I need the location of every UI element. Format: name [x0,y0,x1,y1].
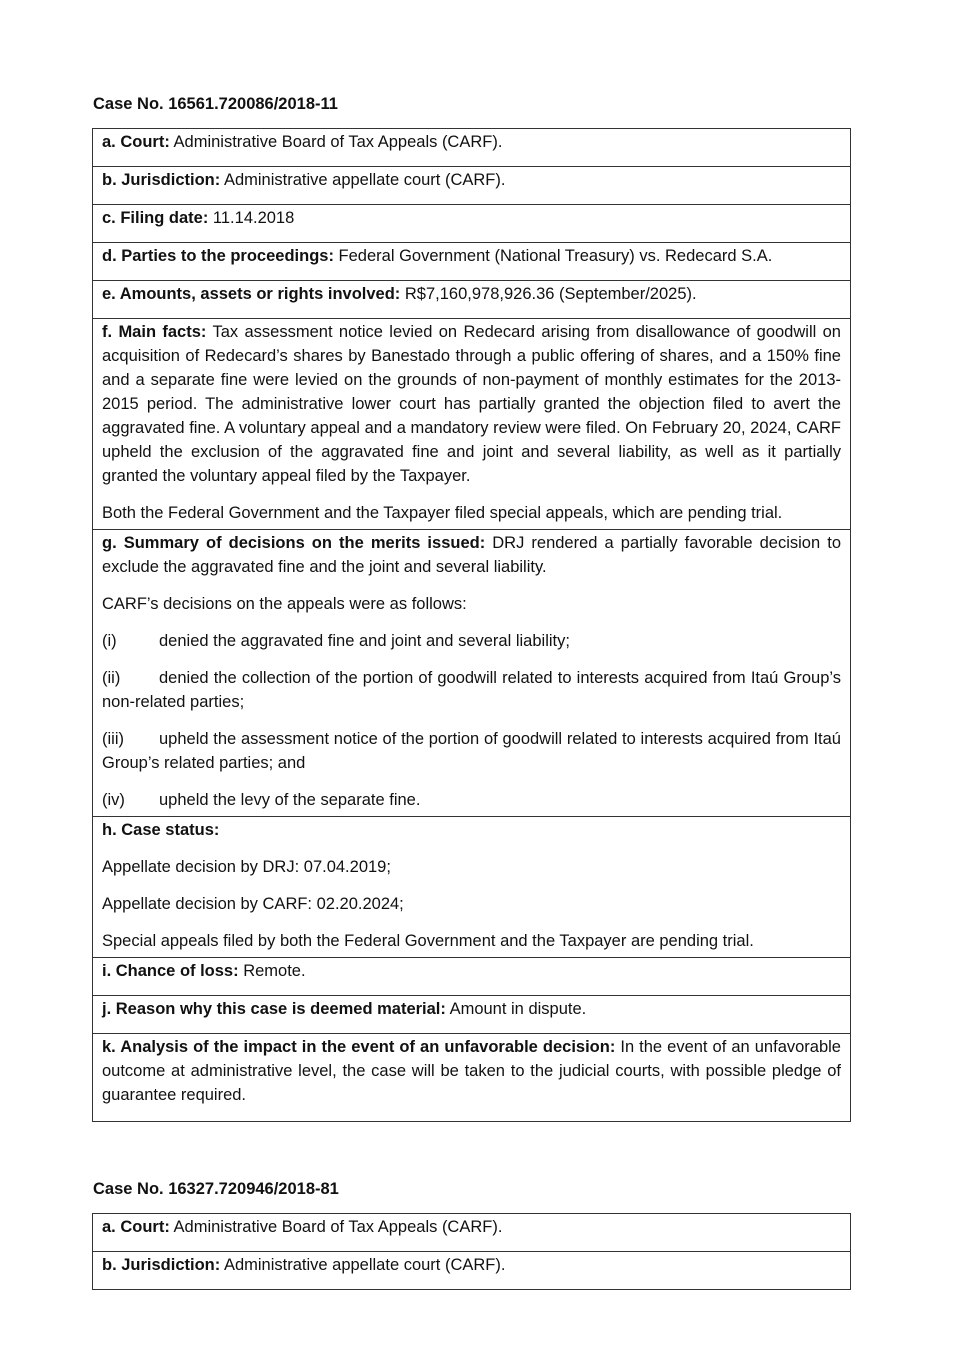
table-row [93,958,851,996]
table-row [93,205,851,243]
table-row [93,167,851,205]
impact-cell [93,1034,851,1122]
field-label: i. Chance of loss: [102,962,239,980]
amounts-cell [93,281,851,319]
summary-cell [93,530,851,817]
list-item [102,727,841,775]
field-value: Amount in dispute. [445,1000,587,1018]
field-label: b. Jurisdiction: [102,171,221,189]
field-label: e. Amounts, assets or rights involved: [102,285,401,303]
materiality-cell [93,996,851,1034]
table-row [93,1034,851,1122]
field-label: b. Jurisdiction: [102,1256,221,1274]
case-table [92,1213,851,1290]
list-item-number: (iv) [102,791,125,809]
field-value: Remote. [238,962,306,980]
chance-of-loss-cell [93,958,851,996]
list-item-text: upheld the assessment notice of the portion of goodwill related to interests acquired from Itaú Group’s related parties; and [102,730,841,772]
field-value: Administrative appellate court (CARF). [220,171,506,189]
table-row [93,817,851,958]
field-label: a. Court: [102,133,170,151]
list-item-number: (iii) [102,730,124,748]
table-row [93,1214,851,1252]
field-value: Tax assessment notice levied on Redecard arising from disallowance of goodwill on acquisition of Redecard’s shares by Banestado through a public offering of shares, and a 150% fine and a separate fine were levied on the grounds of non-payment of monthly estimates for the 2013-2015 period. The administrative lower court has partially granted the objection filed to avert the aggravated fine. A voluntary appeal and a mandatory review were filed. On February 20, 2024, CARF upheld the exclusion of the aggravated fine and joint and several liability, as well as it partially granted the voluntary appeal filed by the Taxpayer. [102,323,841,485]
court-cell [93,129,851,167]
field-label: f. Main facts: [102,323,207,341]
table-row [93,281,851,319]
field-value: Administrative Board of Tax Appeals (CARF). [169,133,503,151]
field-value: R$7,160,978,926.36 (September/2025). [400,285,697,303]
field-value: Administrative Board of Tax Appeals (CARF). [169,1218,503,1236]
field-label: h. Case status: [102,821,220,839]
main-facts-cell [93,319,851,530]
jurisdiction-cell [93,167,851,205]
table-row [93,530,851,817]
field-value: Federal Government (National Treasury) vs. Redecard S.A. [333,247,773,265]
field-value: Administrative appellate court (CARF). [220,1256,506,1274]
jurisdiction-cell [93,1252,851,1290]
field-label: j. Reason why this case is deemed material: [102,1000,446,1018]
parties-cell [93,243,851,281]
paragraph: Appellate decision by CARF: 02.20.2024; [102,895,404,913]
list-item [102,629,841,653]
list-item [102,788,841,812]
list-item-text: denied the aggravated fine and joint and several liability; [159,632,570,650]
case-title: Case No. 16561.720086/2018-11 [93,95,338,113]
table-row [93,996,851,1034]
table-row [93,319,851,530]
field-value: 11.14.2018 [208,209,295,227]
field-label: c. Filing date: [102,209,209,227]
field-label: g. Summary of decisions on the merits issued: [102,534,486,552]
case-title: Case No. 16327.720946/2018-81 [93,1180,339,1198]
list-item-number: (ii) [102,669,121,687]
table-row [93,1252,851,1290]
case-status-cell [93,817,851,958]
field-value: In the event of an unfavorable outcome at administrative level, the case will be taken to the judicial courts, with possible pledge of guarantee required. [102,1038,841,1104]
table-row [93,129,851,167]
list-item [102,666,841,714]
paragraph: Appellate decision by DRJ: 07.04.2019; [102,858,391,876]
paragraph: Special appeals filed by both the Federal Government and the Taxpayer are pending trial. [102,932,754,950]
paragraph: CARF’s decisions on the appeals were as follows: [102,595,467,613]
list-item-number: (i) [102,632,117,650]
list-item-text: denied the collection of the portion of goodwill related to interests acquired from Itaú Group’s non-related parties; [102,669,841,711]
table-row [93,243,851,281]
filing-date-cell [93,205,851,243]
field-label: a. Court: [102,1218,170,1236]
paragraph: Both the Federal Government and the Taxpayer filed special appeals, which are pending trial. [102,504,783,522]
field-label: k. Analysis of the impact in the event of an unfavorable decision: [102,1038,616,1056]
case-table [92,128,851,1122]
court-cell [93,1214,851,1252]
field-value: DRJ rendered a partially favorable decision to exclude the aggravated fine and the joint and several liability. [102,534,841,576]
field-label: d. Parties to the proceedings: [102,247,334,265]
list-item-text: upheld the levy of the separate fine. [159,791,421,809]
